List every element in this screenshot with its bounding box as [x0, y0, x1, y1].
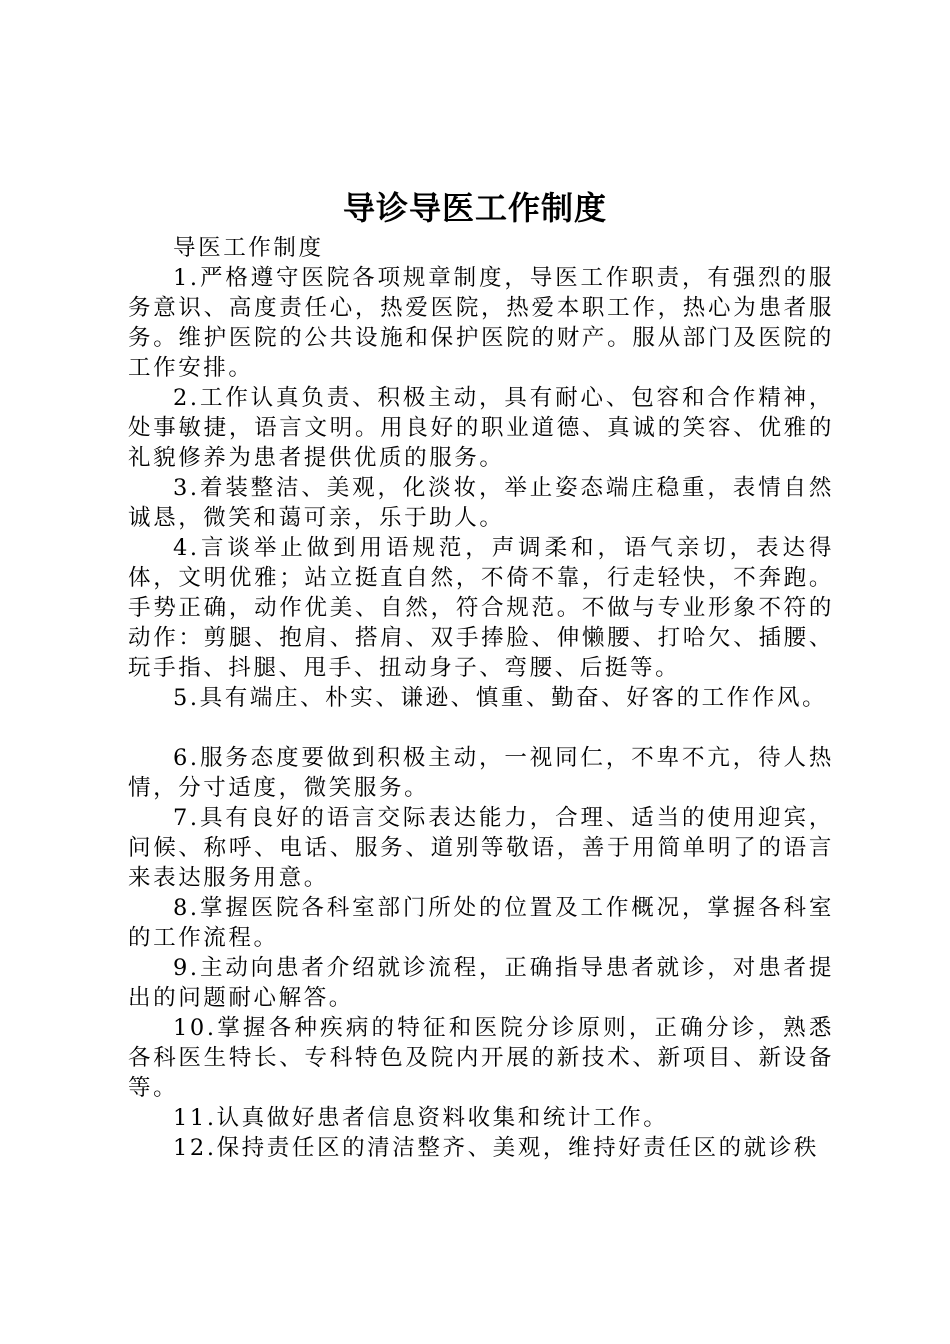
rule-paragraph-5: 5.具有端庄、朴实、谦逊、慎重、勤奋、好客的工作作风。: [173, 685, 828, 711]
rule-paragraph-4: 4.言谈举止做到用语规范，声调柔和，语气亲切，表达得体，文明优雅；站立挺直自然，不倚不靠，行走轻快，不奔跑。手势正确，动作优美、自然，符合规范。不做与专业形象不符的动作：剪腿、抱肩、搭肩、双手捧脸、伸懒腰、打哈欠、插腰、玩手指、抖腿、甩手、扭动身子、弯腰、后挺等。: [128, 535, 834, 681]
rule-paragraph-12: 12.保持责任区的清洁整齐、美观，维持好责任区的就诊秩: [173, 1135, 819, 1161]
document-body: [128, 233, 834, 1163]
rule-paragraph-10: 10.掌握各种疾病的特征和医院分诊原则，正确分诊，熟悉各科医生特长、专科特色及院内开展的新技术、新项目、新设备等。: [128, 1015, 834, 1101]
rule-paragraph-2: 2.工作认真负责、积极主动，具有耐心、包容和合作精神，处事敏捷，语言文明。用良好的职业道德、真诚的笑容、优雅的礼貌修养为患者提供优质的服务。: [128, 385, 834, 471]
rule-paragraph-1: 1.严格遵守医院各项规章制度，导医工作职责，有强烈的服务意识、高度责任心，热爱医院，热爱本职工作，热心为患者服务。维护医院的公共设施和保护医院的财产。服从部门及医院的工作安排。: [128, 265, 834, 381]
rule-paragraph-3: 3.着装整洁、美观，化淡妆，举止姿态端庄稳重，表情自然诚恳，微笑和蔼可亲，乐于助人。: [128, 475, 834, 531]
rule-paragraph-7: 7.具有良好的语言交际表达能力，合理、适当的使用迎宾，问候、称呼、电话、服务、道别等敬语，善于用简单明了的语言来表达服务用意。: [128, 805, 834, 891]
rule-paragraph-9: 9.主动向患者介绍就诊流程，正确指导患者就诊，对患者提出的问题耐心解答。: [128, 955, 834, 1011]
rule-paragraph-11: 11.认真做好患者信息资料收集和统计工作。: [173, 1105, 669, 1131]
rule-paragraph-8: 8.掌握医院各科室部门所处的位置及工作概况，掌握各科室的工作流程。: [128, 895, 834, 951]
document-title: 导诊导医工作制度: [342, 189, 607, 227]
rule-paragraph-6: 6.服务态度要做到积极主动，一视同仁，不卑不亢，待人热情，分寸适度，微笑服务。: [128, 745, 834, 801]
section-subheading: 导医工作制度: [173, 235, 324, 261]
